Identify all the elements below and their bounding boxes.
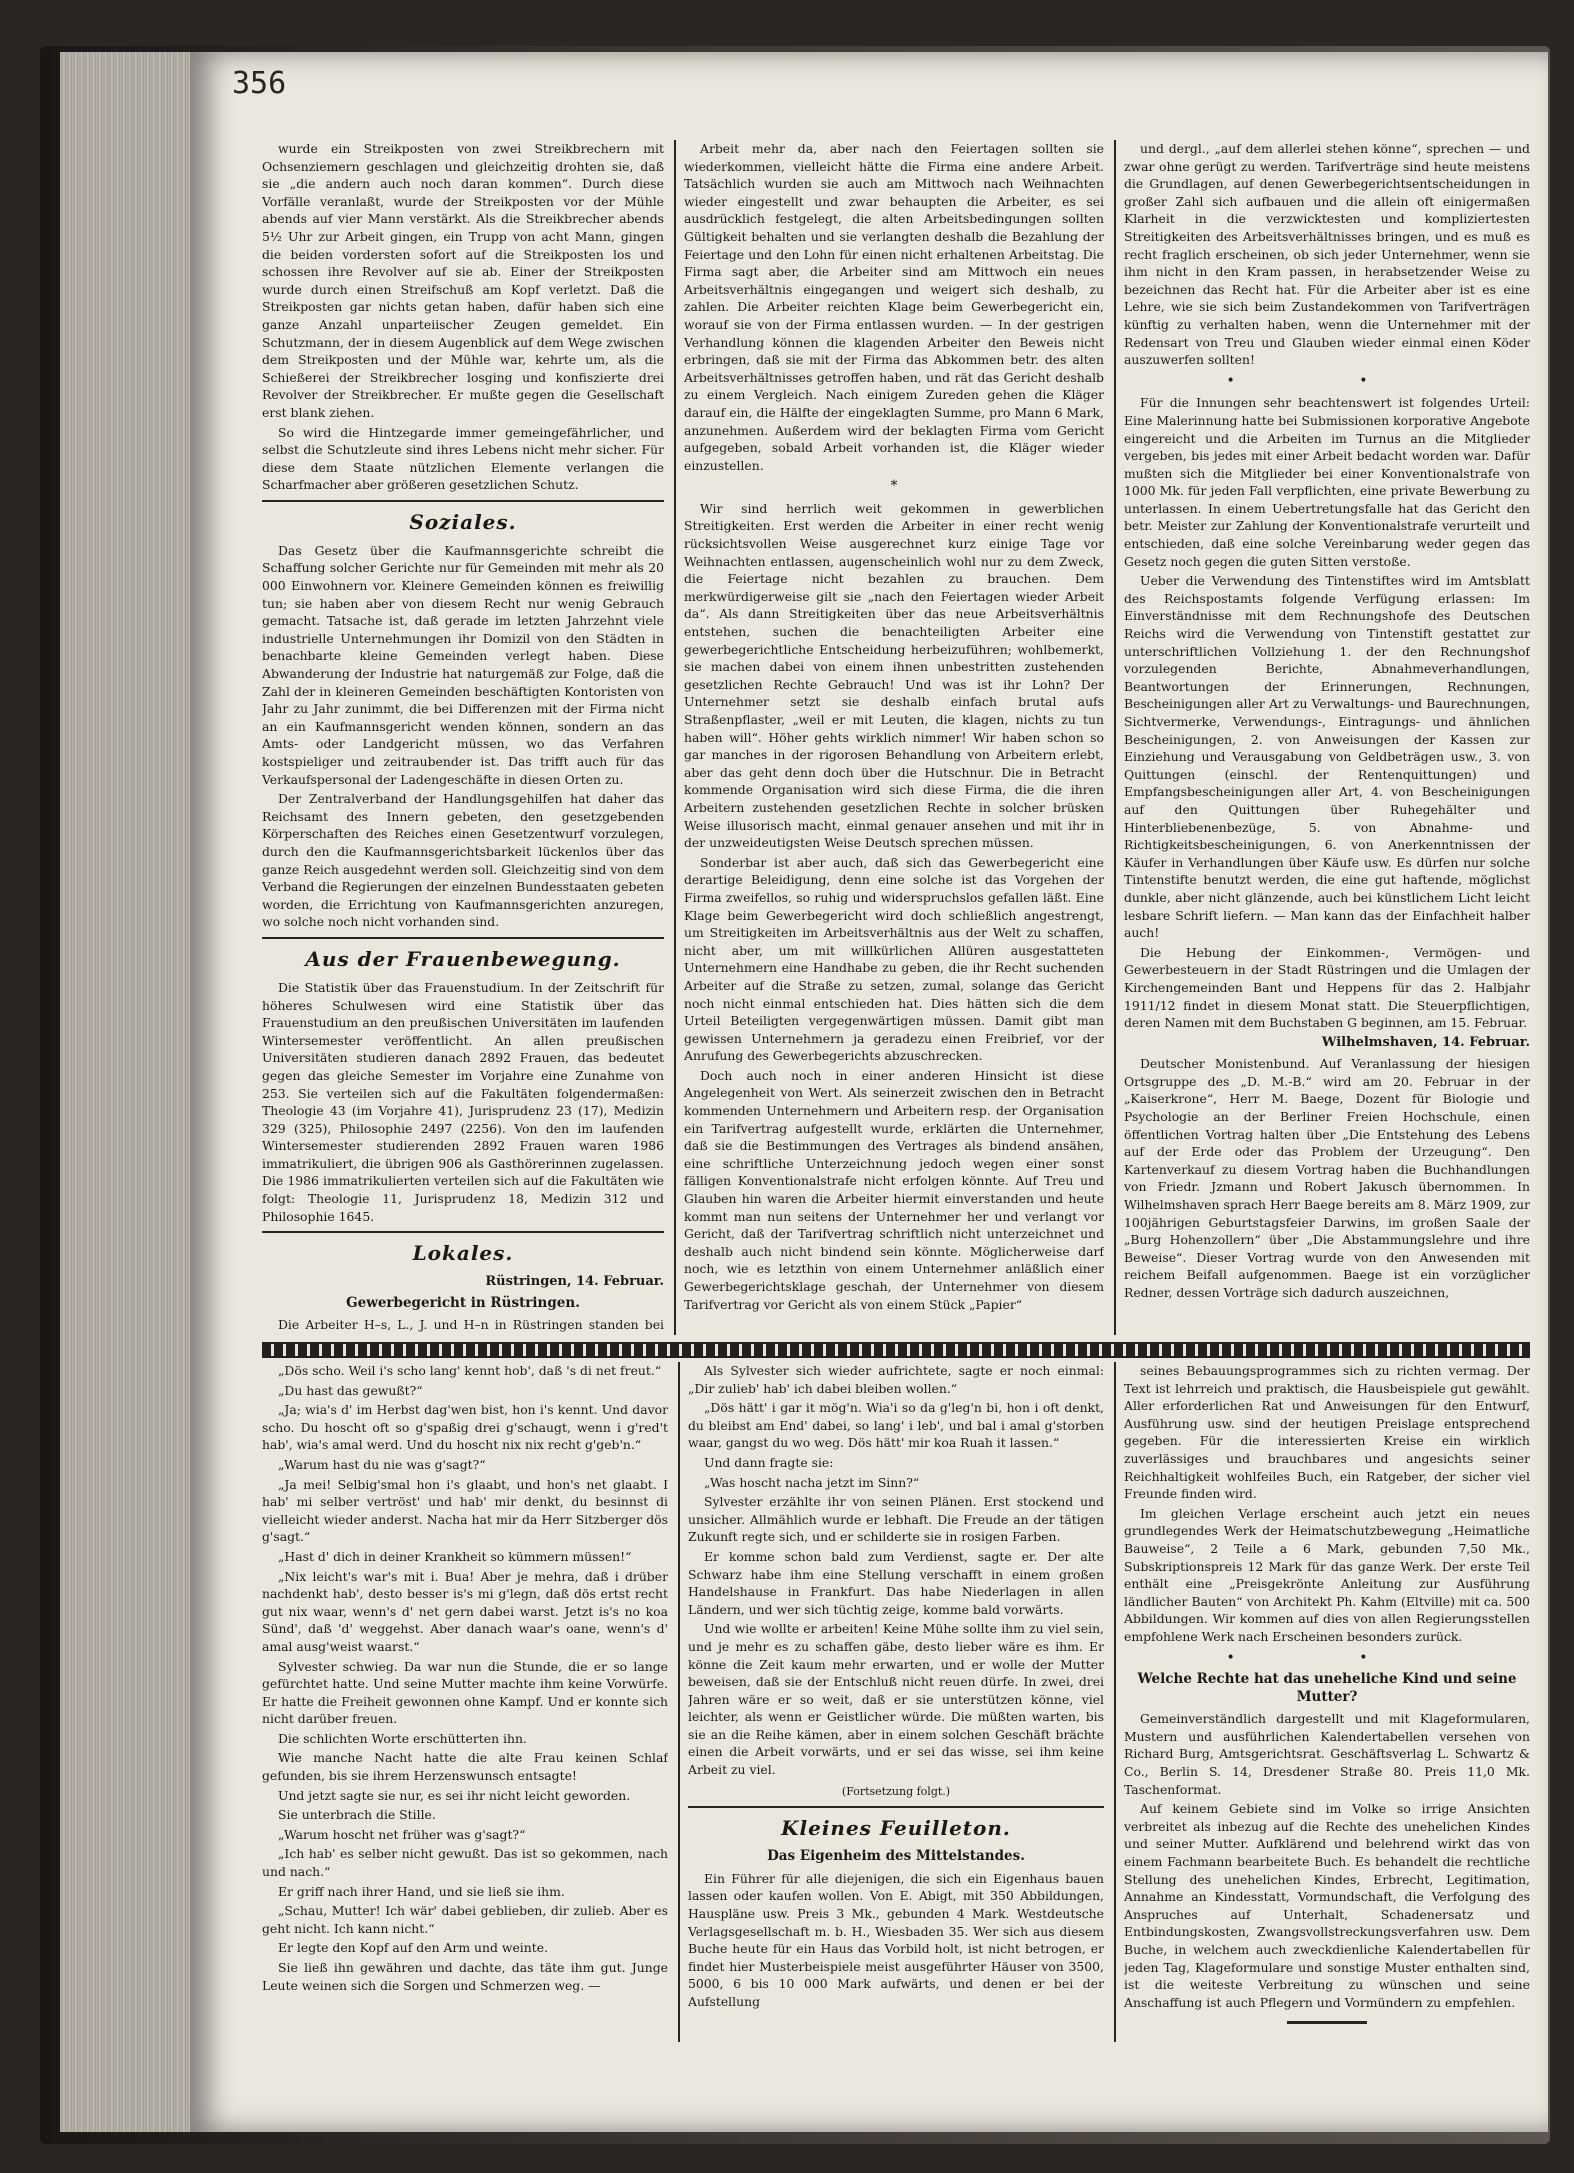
section-heading-frauenbewegung: Aus der Frauenbewegung. xyxy=(305,946,621,971)
article-paragraph: So wird die Hintzegarde immer gemeingefährlicher, und selbst die Schutzleute sind ihres Lebens nicht mehr sicher. Für diese dem Staate nützlichen Elemente verlangen die Scharfmacher aber größeren gesetzlichen Schutz. xyxy=(262,424,664,493)
section-heading-feuilleton: Kleines Feuilleton. xyxy=(781,1816,1011,1841)
column-rule xyxy=(1114,1362,1116,2042)
section-dots: • • xyxy=(1226,1649,1428,1666)
story-paragraph: Und wie wollte er arbeiten! Keine Mühe sollte ihm zu viel sein, und je mehr es zu schaffen gäbe, desto lieber wäre es ihm. Er könne die Zeit kaum mehr erwarten, und er wolle der Mutter beweisen, daß sie der Entschluß nicht reuen dürfe. In zwei, drei Jahren wäre er so weit, daß er sie unterstützen könne, viel leichter, als wenn er Geistlicher würde. Die müßten warten, bis sie an die Reihe kämen, aber in einem solchen Geschäft brächte einen die Arbeit vorwärts, und er sei das wisse, sei ihm keine Arbeit zu viel. xyxy=(688,1621,1104,1778)
article-paragraph: Die Arbeiter H–s, L., J. und H–n in Rüstringen standen bei xyxy=(278,1317,664,1333)
column-rule xyxy=(678,1362,680,2042)
dateline: Rüstringen, 14. Februar. xyxy=(485,1274,664,1290)
story-paragraph: „Nix leicht's war's mit i. Bua! Aber je mehra, daß i drüber nachdenkt hab', desto besser is's mi g'legn, daß dös ertst recht gut nix waar, wenn's d' net gern dabei warst. Jetzt is's no koa Sünd', daß 'd' weggehst. Aber danach waar's oane, wenn's d' amal ausg'weist waarst.“ xyxy=(262,1568,668,1654)
section-divider xyxy=(262,1231,664,1233)
column-rule xyxy=(1114,140,1116,1335)
story-paragraph: „Ich hab' es selber nicht gewußt. Das ist so gekommen, nach und nach.“ xyxy=(262,1846,668,1880)
article-subheading: Das Eigenheim des Mittelstandes. xyxy=(767,1848,1025,1865)
dateline: Wilhelmshaven, 14. Februar. xyxy=(1321,1034,1530,1050)
article-paragraph: Wir sind herrlich weit gekommen in gewerblichen Streitigkeiten. Erst werden die Arbeiter in einer recht wenig rücksichtsvollen Weise ausgerechnet kurz einige Tage vor Weihnachten entlassen, augenscheinlich wohl nur zu dem Zweck, die Feiertage nicht bezahlen zu brauchen. Dem merkwürdigerweise gilt sie „nach den Feiertagen wieder Arbeit da“. Als dann Streitigkeiten über das neue Arbeitsverhältnis entstehen, suchen die benachteiligten Arbeiter eine gewerbegerichtliche Entscheidung herbeizuführen; wohlbemerkt, sie machen dabei von einem ihnen unbestritten zustehenden gesetzlichen Rechte Gebrauch! Und was ist ihr Lohn? Der Unternehmer setzt sie deshalb einfach brutal aufs Straßenpflaster, „weil er mit Leuten, die klagen, nichts zu tun haben will“. Höher gehts wirklich nimmer! Wir haben schon so gar manches in der rigorosen Behandlung von Arbeitern erlebt, aber das geht denn doch über die Hutschnur. Die in Betracht kommende Organisation wird sich diese Firma, die die ihren Arbeitern zustehenden gesetzlichen Rechte in solcher brüsken Weise illusorisch macht, einmal genauer ansehen und mit ihr in der unzweideutigsten Weise Deutsch sprechen müssen. xyxy=(684,500,1104,851)
section-heading-soziales: Soziales. xyxy=(409,509,517,534)
story-paragraph: Sylvester erzählte ihr von seinen Plänen. Erst stockend und unsicher. Allmählich wurde er lebhaft. Die Freude an der tätigen Zukunft regte sich, und er schilderte sie in rosigen Farben. xyxy=(688,1494,1104,1545)
story-paragraph: Er legte den Kopf auf den Arm und weinte. xyxy=(278,1940,549,1956)
upper-column-3 xyxy=(1124,140,1530,1335)
story-paragraph: Sie ließ ihn gewähren und dachte, das täte ihm gut. Junge Leute weinen sich die Sorgen und Schmerzen weg. — xyxy=(262,1960,668,1993)
story-paragraph: Als Sylvester sich wieder aufrichtete, sagte er noch einmal: „Dir zulieb' hab' ich dabei bleiben wollen.“ xyxy=(688,1363,1104,1396)
page-edges xyxy=(60,52,190,2132)
article-paragraph: Ueber die Verwendung des Tintenstiftes wird im Amtsblatt des Reichspostamts folgende Verfügung erlassen: Im Einverständnisse mit dem Rechnungshofe des Deutschen Reichs wird die Verwendung von Tintenstift gestattet zur unterschriftlichen Vollziehung 1. der den Rechnungshof vorzulegenden Berichte, Abnahmeverhandlungen, Beantwortungen der Erinnerungen, Rechnungen, Bescheinigungen aller Art zu Verwaltungs- und Baurechnungen, Sichtvermerke, Verwendungs-, Eintragungs- und ähnlichen Bescheinigungen, 2. von Anweisungen der Kassen zur Einziehung und Verausgabung von Geldbeträgen usw., 3. von Quittungen (einschl. der Rentenquittungen) und Empfangsbescheinigungen aller Art, 4. von Bescheinigungen auf den Quittungen über Ruhegehälter und Hinterbliebenenbezüge, 5. von Abnahme- und Richtigkeitsbescheinigungen, 6. von Anerkenntnissen der Käufer in Verhandlungen über Käufe usw. Es dürfen nur solche Tintenstifte benutzt werden, die eine gut haftende, möglichst dunkle, aber nicht glänzende, auch bei künstlichem Licht leicht lesbare Schrift liefern. — Man kann das der Einfachheit halber auch! xyxy=(1124,573,1530,941)
article-paragraph: und dergl., „auf dem allerlei stehen könne“, sprechen — und zwar ohne gerügt zu werden. Tarifverträge sind heute meistens die Grundlagen, auf denen Gewerbegerichtsentscheidungen in großer Zahl sich aufbauen und die allein oft einigermaßen Klarheit in die verzwicktesten und kompliziertesten Streitigkeiten des Arbeitsverhältnisses bringen, und es muß es recht fraglich erscheinen, ob sich jeder Unternehmer, wenn sie ihm nicht in den Kram passen, in herabsetzender Weise zu bezeichnen das Recht hat. Für die Arbeiter aber ist es eine Lehre, wie sie sich beim Zustandekommen von Tarifverträgen künftig zu verhalten haben, wenn die Unternehmer mit der Redensart von Treu und Glauben wieder einmal einen Köder auszuwerfen sollten! xyxy=(1124,141,1530,368)
story-paragraph: „Was hoscht nacha jetzt im Sinn?“ xyxy=(704,1474,920,1490)
article-paragraph: Auf keinem Gebiete sind im Volke so irrige Ansichten verbreitet als inbezug auf die Rechte des unehelichen Kindes und seiner Mutter. Aufklärend und belehrend wirkt das von einem Fachmann bearbeitete Buch. Es behandelt die rechtliche Stellung des unehelichen Kindes, Erbrecht, Legitimation, Annahme an Kindesstatt, Vormundschaft, die Verfolgung des Anspruches auf Unterhalt, Schadenersatz und Entbindungskosten, Zwangsvollstreckungsverfahren usw. Dem Buche, in welchem auch zweckdienliche Kalendertabellen für jeden Tag, Klageformulare und sonstige Muster enthalten sind, ist die weiteste Verbreitung zu wünschen und seine Anschaffung ist auch Pflegern und Vormündern zu empfehlen. xyxy=(1124,1801,1530,2010)
story-paragraph: „Ja; wia's d' im Herbst dag'wen bist, hon i's kennt. Und davor scho. Du hoscht oft so g'spaßig drei g'schaugt, wenn i g'red't hab', wia's amal werd. Und du hoscht nix nix recht g'geb'n.“ xyxy=(262,1402,668,1453)
feuilleton-separator-band xyxy=(262,1342,1530,1358)
section-divider xyxy=(688,1806,1104,1808)
story-paragraph: Er komme schon bald zum Verdienst, sagte er. Der alte Schwarz habe ihm eine Stellung verschafft in einem großen Handelshause in Frankfurt. Das habe Niederlagen in allen Ländern, und wer sich tüchtig zeige, komme bald vorwärts. xyxy=(688,1548,1104,1617)
story-paragraph: „Hast d' dich in deiner Krankheit so kümmern müssen!“ xyxy=(278,1548,632,1564)
story-paragraph: Und jetzt sagte sie nur, es sei ihr nicht leicht geworden. xyxy=(278,1787,631,1803)
article-paragraph: Doch auch noch in einer anderen Hinsicht ist diese Angelegenheit von Wert. Als seinerzeit zwischen den in Betracht kommenden Unternehmern und Arbeitern resp. der Organisation ein Tarifvertrag aufgestellt wurde, erklärten die Unternehmer, daß sie die Bestimmungen des Vertrages als bindend ansähen, eine schriftliche Unterzeichnung jedoch wegen einer sonst fälligen Konventionalstrafe nicht erfolgen könnte. Auf Treu und Glauben hin waren die Arbeiter hiermit einverstanden und heute kommt man nun seitens der Unternehmer her und verlangt vor Gericht, daß der Tarifvertrag schriftlich nicht unterzeichnet und deshalb auch nicht bindend sein könnte. Möglicherweise darf noch, wie es letzthin von einem Unternehmer anläßlich einer Gewerbegerichtsklage geschah, der Unternehmer von diesem Tarifvertrag vor Gericht als von einem Stück „Papier“ xyxy=(684,1067,1104,1312)
story-paragraph: Die schlichten Worte erschütterten ihn. xyxy=(278,1730,527,1746)
lower-column-3 xyxy=(1124,1362,1530,2042)
section-dots: • • xyxy=(1226,372,1428,389)
section-divider xyxy=(262,500,664,502)
page-number: 356 xyxy=(232,66,287,101)
story-paragraph: „Ja mei! Selbig'smal hon i's glaabt, und hon's net glaabt. I hab' mi selber vertröst' und hab' mir denkt, du besinnst di vielleicht wieder anderst. Nacha hat mir da Herr Sitzberger dös g'sagt.“ xyxy=(262,1476,668,1545)
story-paragraph: Er griff nach ihrer Hand, und sie ließ sie ihm. xyxy=(278,1883,565,1899)
article-paragraph: Deutscher Monistenbund. Auf Veranlassung der hiesigen Ortsgruppe des „D. M.-B.“ wird am 20. Februar in der „Kaiserkrone“, Herr M. Baege, Dozent für Biologie und Psychologie an der Berliner Freien Hochschule, einen öffentlichen Vortrag halten über „Die Entstehung des Lebens auf der Erde oder das Problem der Urzeugung“. Den Kartenverkauf zu diesem Vortrag haben die Buchhandlungen von Friedr. Jzmann und Robert Jakusch übernommen. In Wilhelmshaven sprach Herr Baege bereits am 8. März 1909, zur 100jährigen Geburtstagsfeier Darwins, im großen Saale der „Burg Hohenzollern“ über „Die Abstammungslehre und ihre Beweise“. Dieser Vortrag wurde von den Anwesenden mit reichem Beifall aufgenommen. Baege ist ein vorzüglicher Redner, dessen Vorträge sich dadurch auszeichnen, xyxy=(1124,1056,1530,1300)
lower-column-1 xyxy=(262,1362,668,2042)
article-paragraph: Das Gesetz über die Kaufmannsgerichte schreibt die Schaffung solcher Gerichte nur für Gemeinden mit mehr als 20 000 Einwohnern vor. Kleinere Gemeinden können es freiwillig tun; sie haben aber von diesem Recht nur wenig Gebrauch gemacht. Tatsache ist, daß gerade im letzten Jahrzehnt viele industrielle Unternehmungen ihr Domizil von den Städten in benachbarte kleine Gemeinden verlegt haben. Diese Abwanderung der Industrie hat naturgemäß zur Folge, daß die Zahl der in kleineren Gemeinden beschäftigten Kontoristen von Jahr zu Jahr zunimmt, die bei Differenzen mit der Firma nicht an ein Kaufmannsgericht wenden können, sondern an das Amts- oder Landgericht müssen, wo das Verfahren kostspieliger und zeitraubender ist. Das trifft auch für das Verkaufspersonal der Ladengeschäfte in diesen Orten zu. xyxy=(262,542,664,787)
lower-column-2 xyxy=(688,1362,1104,2042)
upper-column-1 xyxy=(262,140,664,1335)
story-paragraph: „Warum hast du nie was g'sagt?“ xyxy=(278,1456,486,1472)
story-paragraph: „Dös scho. Weil i's scho lang' kennt hob', daß 's di net freut.“ xyxy=(278,1363,662,1378)
section-divider xyxy=(262,937,664,939)
article-paragraph: Die Hebung der Einkommen-, Vermögen- und Gewerbesteuern in der Stadt Rüstringen und die Umlagen der Kirchengemeinden Bant und Heppens für das 2. Halbjahr 1911/12 findet in diesem Monat statt. Die Steuerpflichtigen, deren Namen mit dem Buchstaben G beginnen, am 15. Februar. xyxy=(1124,944,1530,1031)
story-paragraph: „Dös hätt' i gar it mög'n. Wia'i so da g'leg'n bi, hon i oft denkt, du bleibst am End' dabei, so lang' i leb', und bal i amal g'storben waar, gangst du wo weg. Dös hätt' mir koa Ruah it lassen.“ xyxy=(688,1400,1104,1451)
end-rule xyxy=(1287,2021,1367,2024)
section-heading-lokales: Lokales. xyxy=(412,1241,514,1266)
article-subheading: Welche Rechte hat das uneheliche Kind und seine Mutter? xyxy=(1137,1671,1517,1705)
article-paragraph: wurde ein Streikposten von zwei Streikbrechern mit Ochsenziemern geschlagen und gleichzeitig drohten sie, daß sie „die andern auch noch daran kommen“. Durch diese Vorfälle veranlaßt, wurde der Streikposten vor der Mühle abends auf vier Mann verstärkt. Als die Streikbrecher abends 5½ Uhr zur Arbeit gingen, ein Trupp von acht Mann, gingen die beiden vordersten sofort auf die Streikposten los und schossen ihre Revolver auf sie ab. Einer der Streikposten wurde durch einen Streifschuß am Kopf verletzt. Daß die Streikposten gar nichts getan haben, dafür haben sich eine ganze Anzahl unparteiischer Zeugen gemeldet. Ein Schutzmann, der in diesem Augenblick auf dem Wege zwischen dem Streikposten und der Mühle war, kehrte um, als die Schießerei der Streikbrecher losging und konfiszierte drei Revolver der Streikbrecher. Er mußte gegen die Gesellschaft erst blank ziehen. xyxy=(262,141,664,420)
article-paragraph: Ein Führer für alle diejenigen, die sich ein Eigenhaus bauen lassen oder kaufen wollen. Von E. Abigt, mit 350 Abbildungen, Hauspläne usw. Preis 3 Mk., gebunden 4 Mark. Westdeutsche Verlagsgesellschaft m. b. H., Wiesbaden 35. Wer sich aus diesem Buche heute für ein Haus das Vorbild holt, ist nicht betrogen, er findet hier Musterbeispiele meist ausgeführter Häuser von 3500, 5000, 6 bis 10 000 Mark aufwärts, und denen er bei der Aufstellung xyxy=(688,1870,1104,2009)
story-paragraph: Wie manche Nacht hatte die alte Frau keinen Schlaf gefunden, bis sie ihrem Herzenswunsch entsagte! xyxy=(262,1750,668,1784)
upper-column-2 xyxy=(684,140,1104,1335)
column-rule xyxy=(674,140,676,1335)
article-paragraph: Die Statistik über das Frauenstudium. In der Zeitschrift für höheres Schulwesen wird eine Statistik über das Frauenstudium an den preußischen Universitäten im laufenden Wintersemester veröffentlicht. An allen preußischen Universitäten studieren danach 2892 Frauen, das bedeutet gegen das gleiche Semester im Vorjahre eine Zunahme von 253. Sie verteilen sich auf die Fakultäten folgendermaßen: Theologie 43 (im Vorjahre 41), Jurisprudenz 23 (17), Medizin 329 (325), Philosophie 2497 (2256). Von den im laufenden Wintersemester studierenden 2892 Frauen waren 1986 immatrikuliert, die übrigen 906 als Gasthörerinnen zugelassen. Die 1986 immatrikulierten verteilen sich auf die Fakultäten wie folgt: Theologie 11, Jurisprudenz 18, Medizin 312 und Philosophie 1645. xyxy=(262,979,664,1224)
article-paragraph: seines Bebauungsprogrammes sich zu richten vermag. Der Text ist lehrreich und praktisch, die Hausbeispiele gut gewählt. Aller erforderlichen Rat und Anweisungen für den Entwurf, Ausführung usw. sind der heutigen Preislage entsprechend gegeben. Für die interessierten Kreise ein wirklich zuverlässiges und brauchbares und angesichts seiner Reichhaltigkeit wohlfeiles Buch, ein Ratgeber, der sicher viel Freunde finden wird. xyxy=(1124,1363,1530,1502)
story-paragraph: „Du hast das gewußt?“ xyxy=(278,1382,423,1398)
article-paragraph: Der Zentralverband der Handlungsgehilfen hat daher das Reichsamt des Innern gebeten, den gesetzgebenden Körperschaften des Reiches einen Gesetzentwurf vorzulegen, durch den die Kaufmannsgerichtsbarkeit lückenlos über das ganze Reich ausgedehnt werden soll. Gleichzeitig sind von dem Verband die Regierungen der einzelnen Bundesstaaten gebeten worden, die Errichtung von Kaufmannsgerichten anzuregen, wo solche noch nicht vorhanden sind. xyxy=(262,791,664,930)
story-paragraph: „Schau, Mutter! Ich wär' dabei geblieben, dir zulieb. Aber es geht nicht. Ich kann nicht.“ xyxy=(262,1903,668,1936)
story-paragraph: Sie unterbrach die Stille. xyxy=(278,1807,436,1823)
article-paragraph: Sonderbar ist aber auch, daß sich das Gewerbegericht eine derartige Beleidigung, denn eine solche ist das Vorgehen der Firma zweifellos, so ruhig und widerspruchslos gefallen läßt. Eine Klage beim Gewerbegericht wird doch schließlich angestrengt, um Streitigkeiten im Arbeitsverhältnis aus der Welt zu schaffen, nicht aber, um mit willkürlichen Allüren ausgestatteten Unternehmern eine Handhabe zu geben, die ihr Recht suchenden Arbeiter auf die Straße zu setzen, zumal, solange das Gericht noch nicht einmal entschieden hat. Dies hätten sich die dem Urteil Beteiligten vergegenwärtigen müssen. Damit gibt man gewissen Unternehmern ja geradezu einen Freibrief, vor der Anrufung des Gewerbegerichts abzuschrecken. xyxy=(684,854,1104,1064)
continuation-note: (Fortsetzung folgt.) xyxy=(841,1784,951,1798)
story-paragraph: Und dann fragte sie: xyxy=(704,1454,834,1470)
article-paragraph: Für die Innungen sehr beachtenswert ist folgendes Urteil: Eine Malerinnung hatte bei Submissionen korporative Angebote eingereicht und die Arbeiten im Turnus an die Mitglieder vergeben, bis jedes mit einer Arbeit bedacht worden war. Dafür mußten sich die Mitglieder bei einer Konventionalstrafe von 1000 Mk. für jeden Fall verpflichten, eine private Bewerbung zu unterlassen. In einem Uebertretungsfalle hat das Gericht den betr. Meister zur Zahlung der Konventionalstrafe verurteilt und entschieden, daß eine solche Vereinbarung weder gegen das Gesetz noch gegen die guten Sitten verstoße. xyxy=(1124,395,1530,569)
article-paragraph: Gemeinverständlich dargestellt und mit Klageformularen, Mustern und ausführlichen Kalendertabellen versehen von Richard Burg, Amtsgerichtsrat. Geschäftsverlag L. Schwartz & Co., Berlin S. 14, Dresdener Straße 80. Preis 11,0 Mk. Taschenformat. xyxy=(1124,1711,1530,1797)
article-paragraph: Im gleichen Verlage erscheint auch jetzt ein neues grundlegendes Werk der Heimatschutzbewegung „Heimatliche Bauweise“, 2 Teile a 6 Mark, gebunden 7,50 Mk., Subskriptionspreis 12 Mark für das ganze Werk. Der erste Teil enthält eine „Preisgekrönte Anleitung zur Ausführung ländlicher Bauten“ von Architekt Ph. Kahm (Eltville) mit ca. 500 Abbildungen. Wir kommen auf dies von allen Regierungsstellen empfohlene Werk nach Erscheinen besonders zurück. xyxy=(1124,1505,1530,1644)
story-paragraph: Sylvester schwieg. Da war nun die Stunde, die er so lange gefürchtet hatte. Und seine Mutter machte ihm keine Vorwürfe. Er hatte die Freiheit gewonnen ohne Kampf. Und er konnte sich nicht darüber freuen. xyxy=(262,1658,668,1727)
story-paragraph: „Warum hoscht net früher was g'sagt?“ xyxy=(278,1826,526,1842)
article-paragraph: Arbeit mehr da, aber nach den Feiertagen sollten sie wiederkommen, vielleicht hätte die Firma eine andere Arbeit. Tatsächlich wurden sie auch am Mittwoch nach Weihnachten wieder eingestellt und zwar behaupten die Arbeiter, es sei ausdrücklich festgelegt, die alten Arbeitsbedingungen sollten Gültigkeit behalten und sie verlangten deshalb die Bezahlung der Feiertage und den Lohn für einen nicht erhaltenen Arbeitstag. Die Firma sagt aber, die Arbeiter sind am Mittwoch ein neues Arbeitsverhältnis eingegangen und weigert sich deshalb, zu zahlen. Die Arbeiter reichten Klage beim Gewerbegericht ein, worauf sie von der Firma entlassen wurden. — In der gestrigen Verhandlung können die klagenden Arbeiter den Beweis nicht erbringen, daß sie mit der Firma das Abkommen betr. des alten Arbeitsverhältnisses getroffen haben, und rät das Gericht deshalb zu einem Vergleich. Nach einigem Zureden gehen die Kläger darauf ein, die Hälfte der eingeklagten Summe, pro Mann 6 Mark, anzunehmen. Außerdem wird der beklagten Firma vom Gericht aufgegeben, sobald Arbeit vorhanden ist, die Kläger wieder einzustellen. xyxy=(684,141,1104,473)
section-star: * xyxy=(890,478,898,495)
article-subheading: Gewerbegericht in Rüstringen. xyxy=(346,1294,580,1311)
